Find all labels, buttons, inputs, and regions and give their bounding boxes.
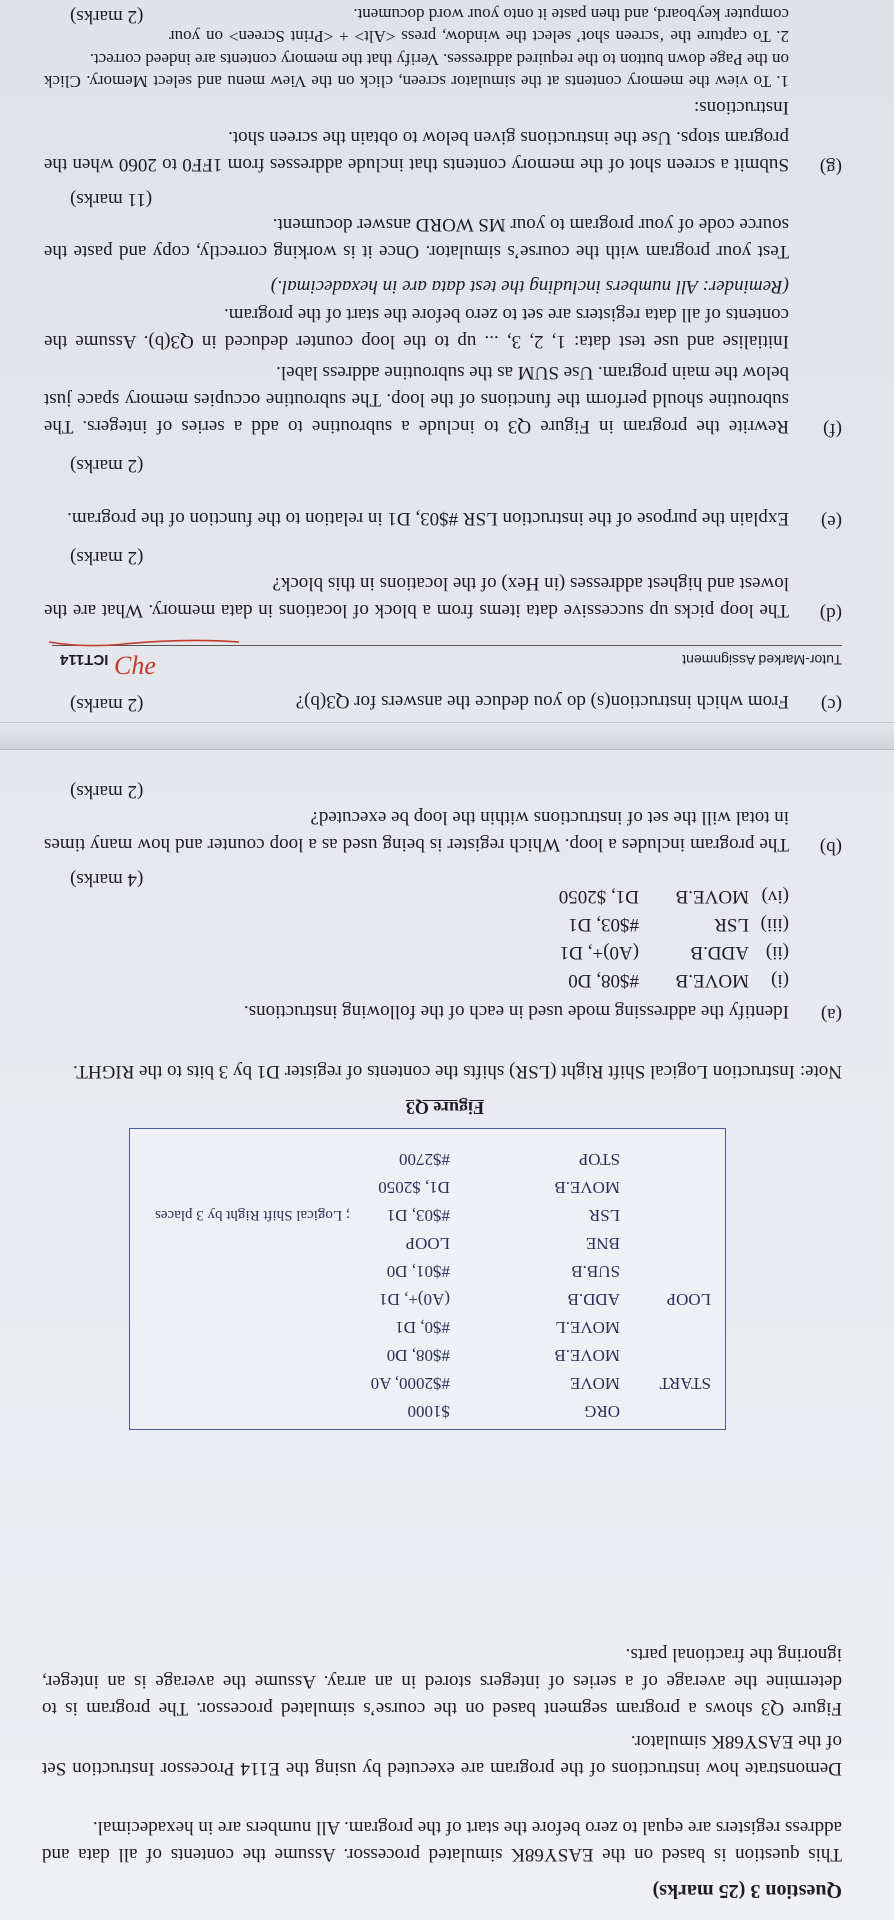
annotation-text: Che <box>114 651 156 680</box>
part-a-item-arg: #$08, D0 <box>568 970 639 991</box>
part-f-marks: (11 marks) <box>70 189 153 210</box>
code-comment: ; Logical Shift Right by 3 places <box>155 1207 350 1223</box>
code-op: MOVE.B <box>554 1346 620 1365</box>
code-arg: #$0, D1 <box>395 1318 450 1337</box>
part-a-item-num: (iv) <box>761 886 789 907</box>
figure-description: Figure Q3 shows a program segment based on the course’s simulated processor. The program is to determine the average of a series of integers stored in an array. Assume the average is an integer, ignoring the fractional parts. <box>42 1644 842 1719</box>
page-gap <box>0 722 894 750</box>
handwritten-annotation <box>44 632 244 682</box>
part-g-label: (g) <box>819 157 842 178</box>
part-a-text: Identify the addressing mode used in each of the following instructions. <box>243 1001 789 1022</box>
part-a-label: (a) <box>820 1004 842 1025</box>
part-d-text: The loop picks up successive data items from a block of locations in data memory. What are the lowest and highest addresses (in Hex) of the locations in this block? <box>44 573 789 621</box>
part-c-label: (c) <box>820 694 842 715</box>
code-op: STOP <box>578 1150 620 1169</box>
part-e-label: (e) <box>820 511 842 532</box>
program-listing <box>129 1128 726 1430</box>
part-f-label: (f) <box>823 419 842 440</box>
code-op: LSR <box>588 1206 620 1225</box>
note-text: Note: Instruction Logical Shift Right (LSR) shifts the contents of register D1 by 3 bits to the RIGHT. <box>72 1061 842 1082</box>
part-e-text: Explain the purpose of the instruction LSR #$03, D1 in relation to the function of the program. <box>67 508 789 529</box>
page-header-course: ICT114 <box>60 651 109 668</box>
part-a-item-arg: #$03, D1 <box>568 914 639 935</box>
code-op: ADD.B <box>567 1290 620 1309</box>
part-a-item-op: MOVE.B <box>675 886 749 907</box>
code-arg: #$03, D1 <box>386 1206 450 1225</box>
part-b-text: The program includes a loop. Which register is being used as a loop counter and how many times in total will the set of instructions within the loop be executed? <box>44 807 789 855</box>
code-arg: #$2700 <box>399 1150 450 1169</box>
code-arg: $1000 <box>407 1402 450 1421</box>
part-a-item-num: (ii) <box>765 942 789 963</box>
question-title: Question 3 (25 marks) <box>652 1880 842 1902</box>
part-a-item-arg: (A0)+, D1 <box>559 942 639 963</box>
part-d-label: (d) <box>819 603 842 624</box>
code-arg: LOOP <box>405 1234 450 1253</box>
part-c-marks: (2 marks) <box>70 694 144 715</box>
part-f-reminder: (Reminder: All numbers including the test data are in hexadecimal.) <box>270 276 789 297</box>
code-op: MOVE.L <box>555 1318 620 1337</box>
question-intro: This question is based on the EASY68K simulated processor. Assume the contents of all data and address registers are equal to zero before the start of the program. All numbers are in hexadecimal. <box>42 1817 842 1865</box>
part-f-p3: Test your program with the course’s simulator. Once it is working correctly, copy and paste the source code of your program to your MS WORD answer document. <box>44 214 789 262</box>
code-op: SUB.B <box>571 1262 620 1281</box>
code-arg: #$2000, A0 <box>370 1374 450 1393</box>
part-b-marks: (2 marks) <box>70 781 144 802</box>
part-f-p1: Rewrite the program in Figure Q3 to include a subroutine to add a series of integers. The subroutine should perform the functions of the loop. The subroutine occupies memory space just below the main program. Use SUM as the subroutine address label. <box>44 362 789 437</box>
code-label: START <box>659 1374 711 1393</box>
code-arg: #$01, D0 <box>386 1262 450 1281</box>
part-a-item-op: LSR <box>714 914 749 935</box>
figure-caption: Figure Q3 <box>405 1098 484 1118</box>
code-label: LOOP <box>666 1290 711 1309</box>
code-op: MOVE <box>569 1374 620 1393</box>
part-d-marks: (2 marks) <box>70 547 144 568</box>
part-a-marks: (4 marks) <box>70 869 144 890</box>
instructions-heading: Instructions: <box>694 97 789 118</box>
code-arg: (A0)+, D1 <box>379 1290 450 1309</box>
page-header-title: Tutor-Marked Assignment <box>682 652 842 668</box>
part-a-item-op: MOVE.B <box>675 970 749 991</box>
part-g-text: Submit a screen shot of the memory contents that include addresses from 1FF0 to 2060 when the program stops. Use the instructions given below to obtain the screen shot. <box>44 127 789 175</box>
part-a-item-num: (iii) <box>760 914 789 935</box>
part-a-item-arg: D1, $2050 <box>558 886 639 907</box>
part-f-p2: Initialise and use test data: 1, 2, 3, ... up to the loop counter deduced in Q3(b). Assume the contents of all data registers are set to zero before the start of the program. <box>44 304 789 352</box>
code-arg: #$08, D0 <box>386 1346 450 1365</box>
instruction-item-1: 1. To view the memory contents at the simulator screen, click on the View menu and select Memory. Click on the Page down button to the required addresses. Verify that the memory contents are indeed correct. <box>44 50 789 91</box>
instruction-item-2: 2. To capture the ‘screen shot’ select the window, press <Alt> + <Print Screen> on your computer keyboard, and then paste it onto your word document. <box>169 5 789 46</box>
part-c-text: From which instruction(s) do you deduce the answers for Q3(b)? <box>295 691 789 712</box>
part-e-marks: (2 marks) <box>70 455 144 476</box>
code-op: BNE <box>586 1234 620 1253</box>
question-demo: Demonstrate how instructions of the program are executed by using the E114 Processor Instruction Set of the EASY68K simulator. <box>42 1731 842 1779</box>
code-arg: D1, $2050 <box>378 1178 450 1197</box>
code-op: ORG <box>584 1402 620 1421</box>
part-a-item-op: ADD.B <box>690 942 749 963</box>
code-op: MOVE.B <box>554 1178 620 1197</box>
instructions-marks: (2 marks) <box>70 6 144 27</box>
part-a-item-num: (i) <box>771 970 789 991</box>
part-b-label: (b) <box>819 837 842 858</box>
